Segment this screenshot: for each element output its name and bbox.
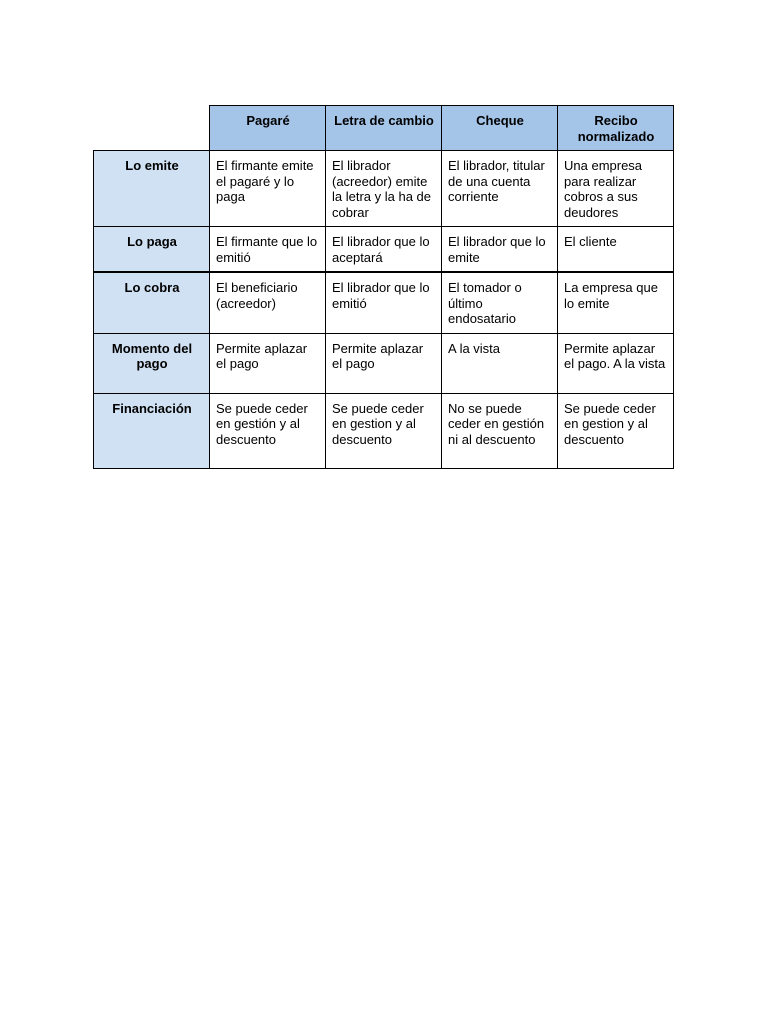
column-header-letra-de-cambio: Letra de cambio — [326, 106, 442, 151]
table-cell: No se puede ceder en gestión ni al descuento — [442, 393, 558, 468]
comparison-table — [93, 105, 674, 469]
row-header-financiacion: Financiación — [94, 393, 210, 468]
column-header-cheque: Cheque — [442, 106, 558, 151]
row-header-lo-cobra: Lo cobra — [94, 272, 210, 333]
table-cell: Se puede ceder en gestion y al descuento — [326, 393, 442, 468]
row-header-lo-paga: Lo paga — [94, 227, 210, 273]
table-corner-cell — [94, 106, 210, 151]
table-row — [94, 333, 674, 393]
column-header-pagare: Pagaré — [210, 106, 326, 151]
table-cell: La empresa que lo emite — [558, 272, 674, 333]
table-row — [94, 393, 674, 468]
row-header-momento-del-pago: Momento del pago — [94, 333, 210, 393]
table-cell: Se puede ceder en gestión y al descuento — [210, 393, 326, 468]
row-header-lo-emite: Lo emite — [94, 151, 210, 227]
table-cell: El librador que lo emite — [442, 227, 558, 273]
table-cell: El librador que lo emitió — [326, 272, 442, 333]
table-cell: El librador (acreedor) emite la letra y la ha de cobrar — [326, 151, 442, 227]
table-cell: El tomador o último endosatario — [442, 272, 558, 333]
table-cell: Se puede ceder en gestion y al descuento — [558, 393, 674, 468]
table-cell: El librador que lo aceptará — [326, 227, 442, 273]
table-cell: El librador, titular de una cuenta corriente — [442, 151, 558, 227]
table-cell: El firmante emite el pagaré y lo paga — [210, 151, 326, 227]
table-cell: Una empresa para realizar cobros a sus deudores — [558, 151, 674, 227]
table-row — [94, 272, 674, 333]
table-cell: Permite aplazar el pago — [210, 333, 326, 393]
table-cell: Permite aplazar el pago. A la vista — [558, 333, 674, 393]
table-cell: Permite aplazar el pago — [326, 333, 442, 393]
column-header-recibo-normalizado: Recibo normalizado — [558, 106, 674, 151]
table-row — [94, 151, 674, 227]
table-header-row — [94, 106, 674, 151]
table-cell: El cliente — [558, 227, 674, 273]
table-row — [94, 227, 674, 273]
table-cell: El beneficiario (acreedor) — [210, 272, 326, 333]
table-cell: El firmante que lo emitió — [210, 227, 326, 273]
table-cell: A la vista — [442, 333, 558, 393]
